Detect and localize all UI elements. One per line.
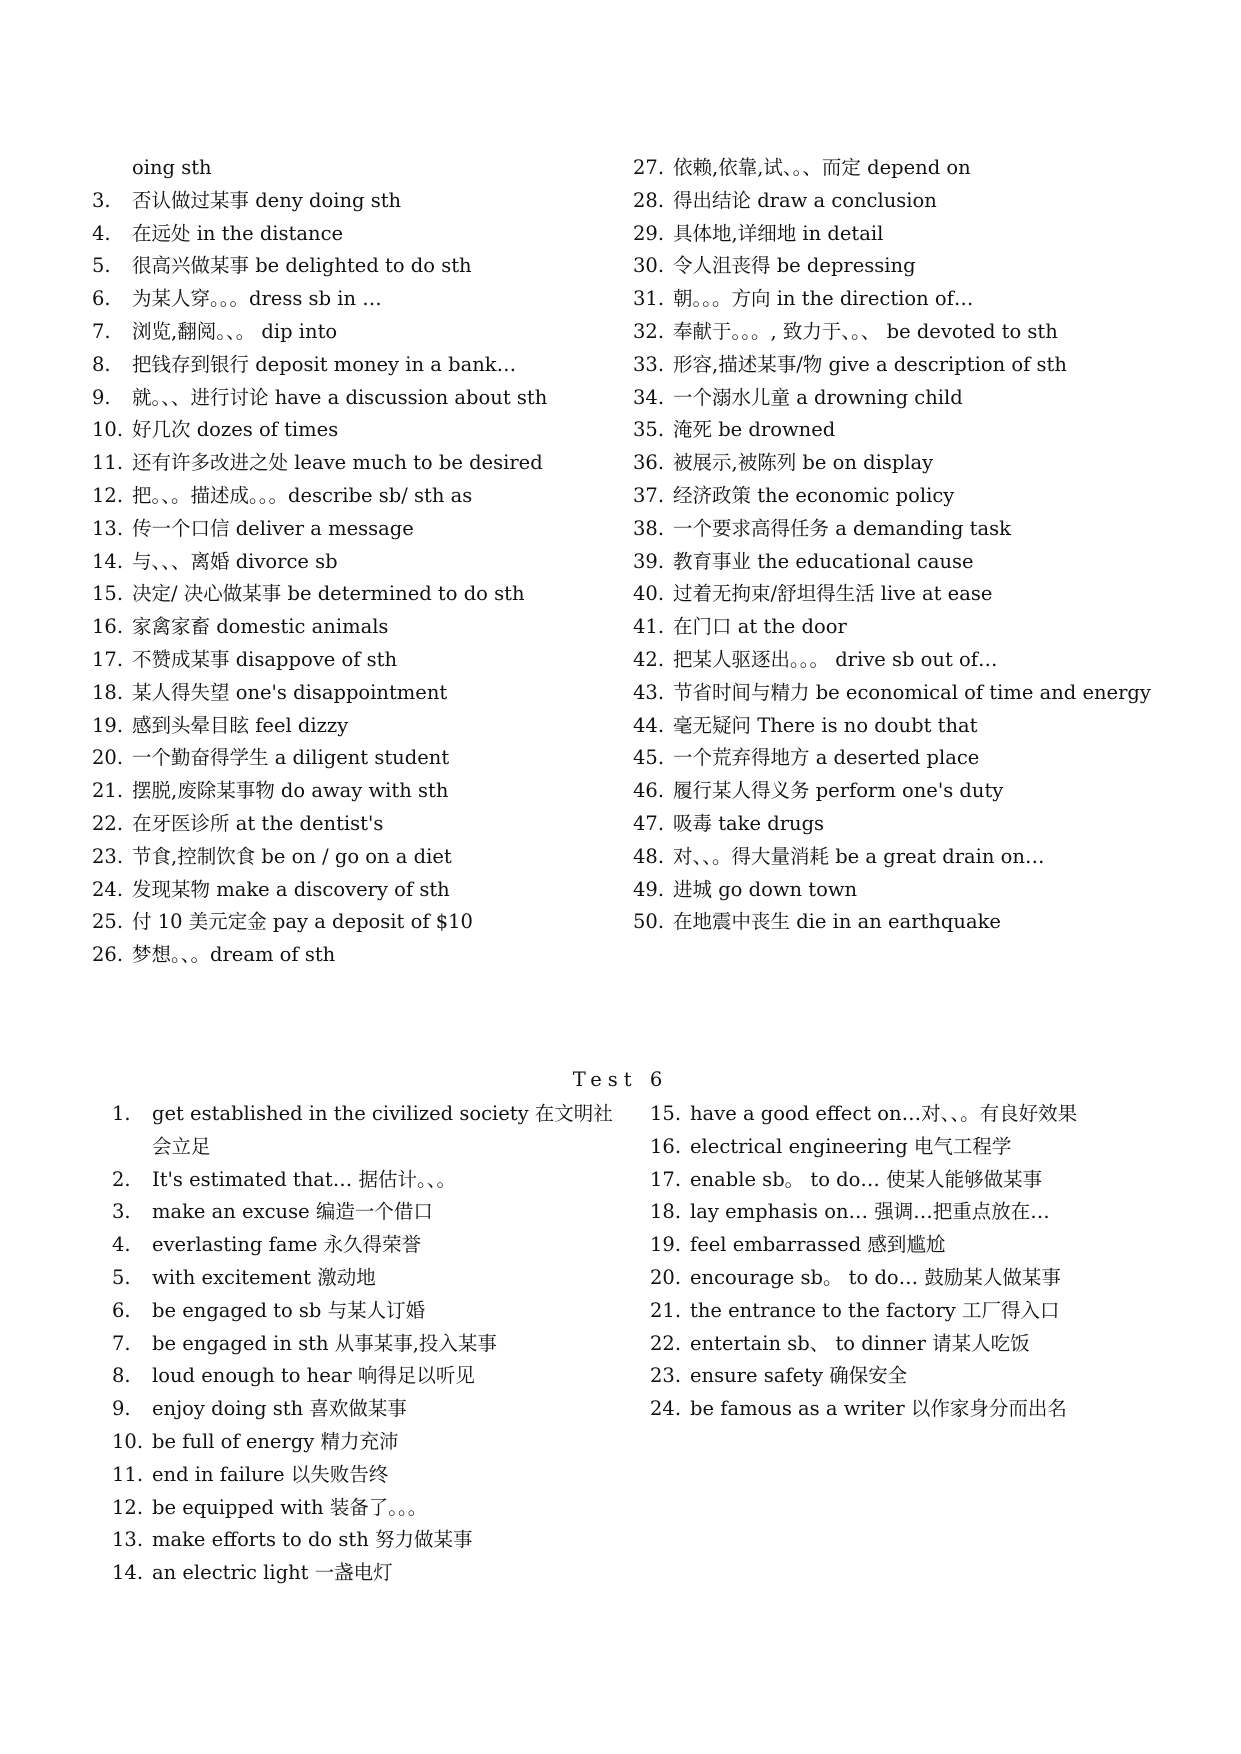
item-number: 7.: [112, 1331, 131, 1355]
list-item: [650, 1295, 1155, 1328]
item-text: 一个要求高得任务 a demanding task: [673, 516, 1011, 540]
list-item: [112, 1328, 617, 1361]
list-item: [112, 1164, 617, 1197]
list-item: [92, 447, 612, 480]
list-item: [92, 382, 612, 415]
item-number: 17.: [92, 647, 124, 671]
item-text: be engaged to sb 与某人订婚: [152, 1298, 426, 1322]
list-item: [112, 1229, 617, 1262]
item-number: 24.: [650, 1397, 682, 1421]
item-number: 1.: [112, 1102, 131, 1125]
item-number: 5.: [92, 254, 111, 278]
item-number: 14.: [92, 549, 124, 573]
item-number: 33.: [633, 352, 665, 376]
list-item: [92, 677, 612, 710]
list-item: [650, 1098, 1155, 1131]
item-number: 47.: [633, 811, 665, 835]
item-number: 22.: [650, 1331, 682, 1355]
list-item: [92, 611, 612, 644]
item-text: with excitement 激动地: [152, 1265, 376, 1289]
list-item: [92, 316, 612, 349]
item-number: 38.: [633, 516, 665, 540]
item-number: 5.: [112, 1265, 131, 1289]
item-number: 18.: [650, 1200, 682, 1224]
item-number: 32.: [633, 319, 665, 343]
list-item: [633, 185, 1163, 218]
item-text: the entrance to the factory 工厂得入口: [690, 1298, 1060, 1322]
list-item: [650, 1393, 1155, 1426]
item-number: 18.: [92, 680, 124, 704]
item-text: 好几次 dozes of times: [132, 418, 339, 442]
item-number: 16.: [92, 615, 124, 639]
item-number: 20.: [92, 746, 124, 770]
item-number: 2.: [112, 1167, 131, 1191]
item-number: 48.: [633, 844, 665, 868]
item-number: 17.: [650, 1167, 682, 1191]
list-item: [92, 578, 612, 611]
list-item: [92, 906, 612, 939]
list-item: [92, 414, 612, 447]
item-text: 很高兴做某事 be delighted to do sth: [132, 254, 472, 278]
item-text: 在远处 in the distance: [132, 221, 344, 245]
item-number: 31.: [633, 287, 665, 311]
list-item: [112, 1196, 617, 1229]
item-number: 36.: [633, 451, 665, 475]
item-text: 摆脱,废除某事物 do away with sth: [132, 779, 449, 803]
item-number: 8.: [92, 352, 111, 376]
list-item: [92, 874, 612, 907]
list-item: [650, 1328, 1155, 1361]
item-number: 44.: [633, 713, 665, 737]
list-item: [633, 414, 1163, 447]
item-text: make an excuse 编造一个借口: [152, 1200, 433, 1224]
list-item: [633, 677, 1163, 710]
item-number: 19.: [92, 713, 124, 737]
list-item: [92, 152, 612, 185]
item-text: 在牙医诊所 at the dentist's: [132, 811, 384, 835]
item-number: 45.: [633, 746, 665, 770]
item-text: 对、、。得大量消耗 be a great drain on…: [673, 844, 1045, 868]
list-item: [633, 546, 1163, 579]
item-number: 42.: [633, 647, 665, 671]
top-right-column: [633, 152, 1163, 939]
item-text: It's estimated that… 据估计。、。: [152, 1167, 456, 1191]
list-item: [650, 1262, 1155, 1295]
section-title: Test 6: [572, 1068, 669, 1091]
list-item: [112, 1524, 617, 1557]
list-item: [633, 742, 1163, 775]
item-text: feel embarrassed 感到尴尬: [690, 1233, 946, 1257]
list-item: [633, 710, 1163, 743]
item-number: 13.: [92, 516, 124, 540]
item-number: 15.: [650, 1102, 682, 1125]
list-item: [92, 742, 612, 775]
item-number: 21.: [650, 1298, 682, 1322]
item-text: 淹死 be drowned: [673, 418, 836, 442]
item-text: enable sb。 to do… 使某人能够做某事: [690, 1167, 1043, 1191]
item-number: 3.: [112, 1200, 131, 1224]
list-item: [92, 250, 612, 283]
item-number: 16.: [650, 1134, 682, 1158]
item-text: 传一个口信 deliver a message: [132, 516, 414, 540]
item-number: 27.: [633, 156, 665, 179]
item-number: 22.: [92, 811, 124, 835]
item-number: 13.: [112, 1528, 144, 1552]
item-text: lay emphasis on… 强调…把重点放在…: [690, 1200, 1050, 1224]
item-text: 梦想。、。dream of sth: [132, 943, 336, 967]
item-text: be full of energy 精力充沛: [152, 1429, 399, 1453]
list-item: [633, 513, 1163, 546]
item-number: 30.: [633, 254, 665, 278]
item-number: 25.: [92, 910, 124, 934]
list-item: [633, 808, 1163, 841]
list-item: [650, 1164, 1155, 1197]
item-text: have a good effect on…对、、。有良好效果: [690, 1102, 1078, 1125]
item-text: 不赞成某事 disappove of sth: [132, 647, 398, 671]
list-item: [92, 513, 612, 546]
item-text: 否认做过某事 deny doing sth: [132, 188, 402, 212]
list-item: [633, 906, 1163, 939]
item-text: electrical engineering 电气工程学: [690, 1134, 1012, 1158]
item-text: 形容,描述某事/物 give a description of sth: [673, 352, 1067, 376]
item-text: 被展示,被陈列 be on display: [673, 451, 934, 475]
item-text: be famous as a writer 以作家身分而出名: [690, 1397, 1067, 1421]
item-text: 就。、、进行讨论 have a discussion about sth: [132, 385, 548, 409]
item-number: 19.: [650, 1233, 682, 1257]
list-item: [92, 808, 612, 841]
item-text: everlasting fame 永久得荣誉: [152, 1233, 422, 1257]
list-item: [650, 1360, 1155, 1393]
item-text: ensure safety 确保安全: [690, 1364, 908, 1388]
item-number: 24.: [92, 877, 124, 901]
item-text: 经济政策 the economic policy: [673, 483, 955, 507]
list-item: [112, 1426, 617, 1459]
item-number: 14.: [112, 1561, 144, 1585]
item-number: 8.: [112, 1364, 131, 1388]
item-number: 49.: [633, 877, 665, 901]
list-item: [633, 250, 1163, 283]
item-text: 吸毒 take drugs: [673, 811, 825, 835]
list-item: [92, 644, 612, 677]
top-left-column: [92, 152, 612, 972]
item-number: 50.: [633, 910, 665, 934]
item-number: 6.: [112, 1298, 131, 1322]
item-text: 朝。。。方向 in the direction of…: [673, 287, 974, 311]
item-number: 11.: [92, 451, 124, 475]
bottom-right-column: [650, 1098, 1155, 1426]
item-number: 37.: [633, 483, 665, 507]
item-text: 一个勤奋得学生 a diligent student: [132, 746, 450, 770]
list-item: [112, 1098, 617, 1164]
list-item: [633, 382, 1163, 415]
list-item: [633, 611, 1163, 644]
list-item: [650, 1131, 1155, 1164]
item-text: 在门口 at the door: [673, 615, 847, 639]
item-text: enjoy doing sth 喜欢做某事: [152, 1397, 407, 1421]
item-text: entertain sb、 to dinner 请某人吃饭: [690, 1331, 1030, 1355]
item-number: 20.: [650, 1265, 682, 1289]
item-text: 为某人穿。。。dress sb in …: [132, 287, 382, 311]
list-item: [633, 874, 1163, 907]
item-text: oing sth: [132, 156, 212, 179]
list-item: [112, 1492, 617, 1525]
item-number: 40.: [633, 582, 665, 606]
list-item: [633, 283, 1163, 316]
item-text: 令人沮丧得 be depressing: [673, 254, 916, 278]
item-number: 6.: [92, 287, 111, 311]
item-number: 7.: [92, 319, 111, 343]
list-item: [112, 1393, 617, 1426]
list-item: [633, 152, 1163, 185]
list-item: [112, 1295, 617, 1328]
item-number: 10.: [92, 418, 124, 442]
item-text: 一个荒弃得地方 a deserted place: [673, 746, 980, 770]
item-text: 某人得失望 one's disappointment: [132, 680, 448, 704]
item-text: end in failure 以失败告终: [152, 1462, 389, 1486]
item-text: 浏览,翻阅。、。 dip into: [132, 319, 338, 343]
item-text: 决定/ 决心做某事 be determined to do sth: [132, 582, 525, 606]
list-item: [112, 1557, 617, 1590]
item-text: 具体地,详细地 in detail: [673, 221, 884, 245]
item-text: 与、、、离婚 divorce sb: [132, 549, 338, 573]
list-item: [633, 316, 1163, 349]
item-number: 41.: [633, 615, 665, 639]
list-item: [633, 578, 1163, 611]
item-text: 节省时间与精力 be economical of time and energy: [673, 680, 1151, 704]
item-text: 感到头晕目眩 feel dizzy: [132, 713, 349, 737]
list-item: [92, 841, 612, 874]
item-text: 家禽家畜 domestic animals: [132, 615, 389, 639]
list-item: [92, 185, 612, 218]
item-text: 付 10 美元定金 pay a deposit of $10: [132, 910, 473, 934]
list-item: [633, 644, 1163, 677]
item-text: make efforts to do sth 努力做某事: [152, 1528, 473, 1552]
item-number: 3.: [92, 188, 111, 212]
list-item: [650, 1229, 1155, 1262]
item-text: 依赖,依靠,试、。、而定 depend on: [673, 156, 971, 179]
list-item: [92, 775, 612, 808]
item-number: 4.: [112, 1233, 131, 1257]
list-item: [92, 218, 612, 251]
item-text: 进城 go down town: [673, 877, 858, 901]
item-text: 毫无疑问 There is no doubt that: [673, 713, 978, 737]
list-item: [92, 710, 612, 743]
item-text: 得出结论 draw a conclusion: [673, 188, 937, 212]
item-text: 节食,控制饮食 be on / go on a diet: [132, 844, 452, 868]
list-item: [633, 841, 1163, 874]
item-number: 34.: [633, 385, 665, 409]
item-number: 28.: [633, 188, 665, 212]
bottom-left-column: [112, 1098, 617, 1590]
item-number: 39.: [633, 549, 665, 573]
list-item: [633, 447, 1163, 480]
list-item: [92, 349, 612, 382]
item-number: 12.: [112, 1495, 144, 1519]
item-number: 43.: [633, 680, 665, 704]
item-text: 教育事业 the educational cause: [673, 549, 974, 573]
item-number: 46.: [633, 779, 665, 803]
item-number: 12.: [92, 483, 124, 507]
item-number: 23.: [650, 1364, 682, 1388]
item-number: 29.: [633, 221, 665, 245]
list-item: [633, 349, 1163, 382]
item-text: 过着无拘束/舒坦得生活 live at ease: [673, 582, 993, 606]
list-item: [92, 480, 612, 513]
item-text: loud enough to hear 响得足以听见: [152, 1364, 475, 1388]
item-number: 23.: [92, 844, 124, 868]
list-item: [112, 1262, 617, 1295]
item-number: 10.: [112, 1429, 144, 1453]
item-text: be engaged in sth 从事某事,投入某事: [152, 1331, 497, 1355]
item-number: 9.: [92, 385, 111, 409]
item-text: 还有许多改进之处 leave much to be desired: [132, 451, 543, 475]
list-item: [633, 480, 1163, 513]
list-item: [112, 1360, 617, 1393]
item-text: 履行某人得义务 perform one's duty: [673, 779, 1004, 803]
item-number: 21.: [92, 779, 124, 803]
item-text: 发现某物 make a discovery of sth: [132, 877, 450, 901]
item-number: 26.: [92, 943, 124, 967]
list-item: [92, 283, 612, 316]
item-text: 把钱存到银行 deposit money in a bank…: [132, 352, 517, 376]
item-text: encourage sb。 to do… 鼓励某人做某事: [690, 1265, 1061, 1289]
item-text: be equipped with 装备了。。。: [152, 1495, 428, 1519]
item-text: an electric light 一盏电灯: [152, 1561, 393, 1585]
list-item: [92, 939, 612, 972]
list-item: [633, 218, 1163, 251]
item-number: 11.: [112, 1462, 144, 1486]
item-number: 4.: [92, 221, 111, 245]
item-text: 一个溺水儿童 a drowning child: [673, 385, 963, 409]
list-item: [92, 546, 612, 579]
item-text: 奉献于。。。, 致力于、。、 be devoted to sth: [673, 319, 1058, 343]
item-text: get established in the civilized society 在文明社会立足: [152, 1102, 613, 1158]
item-number: 35.: [633, 418, 665, 442]
item-text: 在地震中丧生 die in an earthquake: [673, 910, 1001, 934]
list-item: [633, 775, 1163, 808]
item-text: 把。、。描述成。。。describe sb/ sth as: [132, 483, 473, 507]
item-number: 9.: [112, 1397, 131, 1421]
list-item: [650, 1196, 1155, 1229]
list-item: [112, 1459, 617, 1492]
item-text: 把某人驱逐出。。。 drive sb out of…: [673, 647, 998, 671]
item-number: 15.: [92, 582, 124, 606]
